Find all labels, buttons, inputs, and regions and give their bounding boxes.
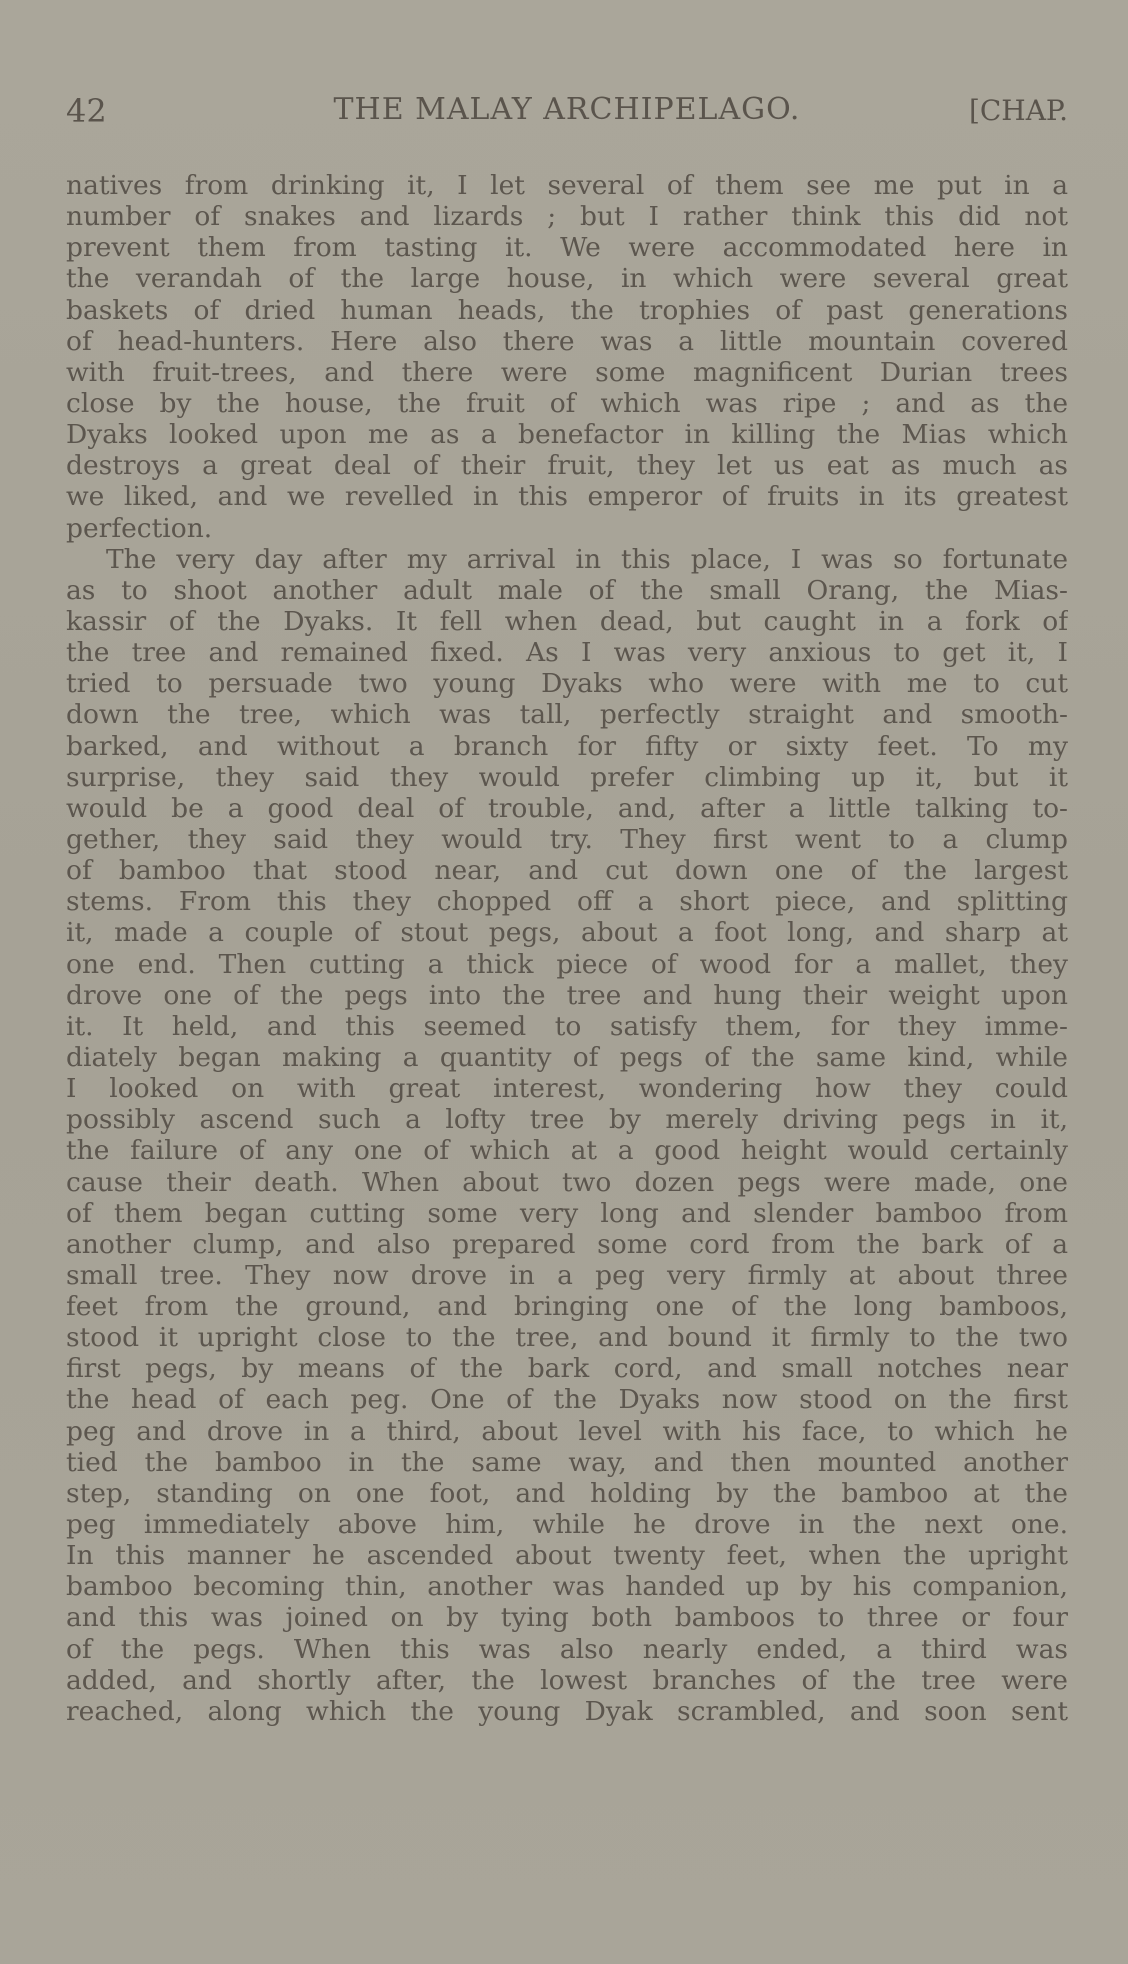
text-line: another clump, and also prepared some cord from the bark of a <box>66 1228 1068 1260</box>
paragraph-start-line: The very day after my arrival in this place, I was so fortunate <box>106 543 1068 575</box>
text-line: the tree and remained fixed. As I was very anxious to get it, I <box>66 637 1068 669</box>
text-line: stems. From this they chopped off a short piece, and splitting <box>66 886 1068 918</box>
text-line: added, and shortly after, the lowest branches of the tree were <box>66 1664 1068 1696</box>
text-line: stood it upright close to the tree, and bound it firmly to the two <box>66 1322 1068 1354</box>
text-line: as to shoot another adult male of the small Orang, the Mias- <box>66 574 1068 606</box>
text-line: I looked on with great interest, wondering how they could <box>66 1073 1068 1105</box>
text-line: baskets of dried human heads, the trophies of past generations <box>66 294 1068 326</box>
text-line: natives from drinking it, I let several of them see me put in a <box>66 170 1068 201</box>
text-line: diately began making a quantity of pegs of the same kind, while <box>66 1041 1068 1073</box>
text-line: destroys a great deal of their fruit, they let us eat as much as <box>66 450 1068 482</box>
chapter-mark: [CHAP. <box>968 94 1068 127</box>
text-line: feet from the ground, and bringing one of the long bamboos, <box>66 1291 1068 1323</box>
text-line: prevent them from tasting it. We were accommodated here in <box>66 232 1068 264</box>
text-line: barked, and without a branch for fifty or sixty feet. To my <box>66 730 1068 762</box>
text-line: of the pegs. When this was also nearly ended, a third was <box>66 1633 1068 1665</box>
text-line: cause their death. When about two dozen pegs were made, one <box>66 1166 1068 1198</box>
text-line: peg and drove in a third, about level with his face, to which he <box>66 1415 1068 1447</box>
text-line: would be a good deal of trouble, and, after a little talking to- <box>66 792 1068 824</box>
text-line: of head-hunters. Here also there was a little mountain covered <box>66 325 1068 357</box>
text-line: one end. Then cutting a thick piece of wood for a mallet, they <box>66 948 1068 980</box>
text-line: we liked, and we revelled in this emperor of fruits in its greatest <box>66 481 1068 513</box>
text-line: and this was joined on by tying both bamboos to three or four <box>66 1602 1068 1634</box>
text-line: possibly ascend such a lofty tree by merely driving pegs in it, <box>66 1104 1068 1136</box>
running-header <box>66 92 1068 138</box>
body-text <box>66 170 1068 1727</box>
text-line: it, made a couple of stout pegs, about a foot long, and sharp at <box>66 917 1068 949</box>
text-line: tied the bamboo in the same way, and then mounted another <box>66 1446 1068 1478</box>
text-line: peg immediately above him, while he drove in the next one. <box>66 1509 1068 1541</box>
text-line: the head of each peg. One of the Dyaks now stood on the first <box>66 1384 1068 1416</box>
running-title: THE MALAY ARCHIPELAGO. <box>333 92 801 127</box>
text-line: reached, along which the young Dyak scrambled, and soon sent <box>66 1695 1068 1727</box>
text-line: surprise, they said they would prefer climbing up it, but it <box>66 761 1068 793</box>
text-line: bamboo becoming thin, another was handed up by his companion, <box>66 1571 1068 1603</box>
text-line: down the tree, which was tall, perfectly straight and smooth- <box>66 699 1068 731</box>
page-number: 42 <box>66 92 107 130</box>
text-line: with fruit-trees, and there were some magnificent Durian trees <box>66 356 1068 388</box>
text-line: gether, they said they would try. They first went to a clump <box>66 823 1068 855</box>
text-line: the failure of any one of which at a good height would certainly <box>66 1135 1068 1167</box>
text-line: Dyaks looked upon me as a benefactor in killing the Mias which <box>66 419 1068 451</box>
text-line: it. It held, and this seemed to satisfy them, for they imme- <box>66 1010 1068 1042</box>
text-line: drove one of the pegs into the tree and hung their weight upon <box>66 979 1068 1011</box>
text-line: In this manner he ascended about twenty feet, when the upright <box>66 1540 1068 1572</box>
text-line: number of snakes and lizards ; but I rather think this did not <box>66 201 1068 233</box>
text-line: of bamboo that stood near, and cut down one of the largest <box>66 855 1068 887</box>
text-line: of them began cutting some very long and slender bamboo from <box>66 1197 1068 1229</box>
text-line: kassir of the Dyaks. It fell when dead, but caught in a fork of <box>66 605 1068 637</box>
text-line: first pegs, by means of the bark cord, and small notches near <box>66 1353 1068 1385</box>
text-line: tried to persuade two young Dyaks who were with me to cut <box>66 668 1068 700</box>
paragraph-end-line: perfection. <box>66 512 213 544</box>
text-line: the verandah of the large house, in which were several great <box>66 263 1068 295</box>
text-line: small tree. They now drove in a peg very firmly at about three <box>66 1259 1068 1291</box>
text-line: close by the house, the fruit of which was ripe ; and as the <box>66 387 1068 419</box>
text-line: step, standing on one foot, and holding by the bamboo at the <box>66 1477 1068 1509</box>
